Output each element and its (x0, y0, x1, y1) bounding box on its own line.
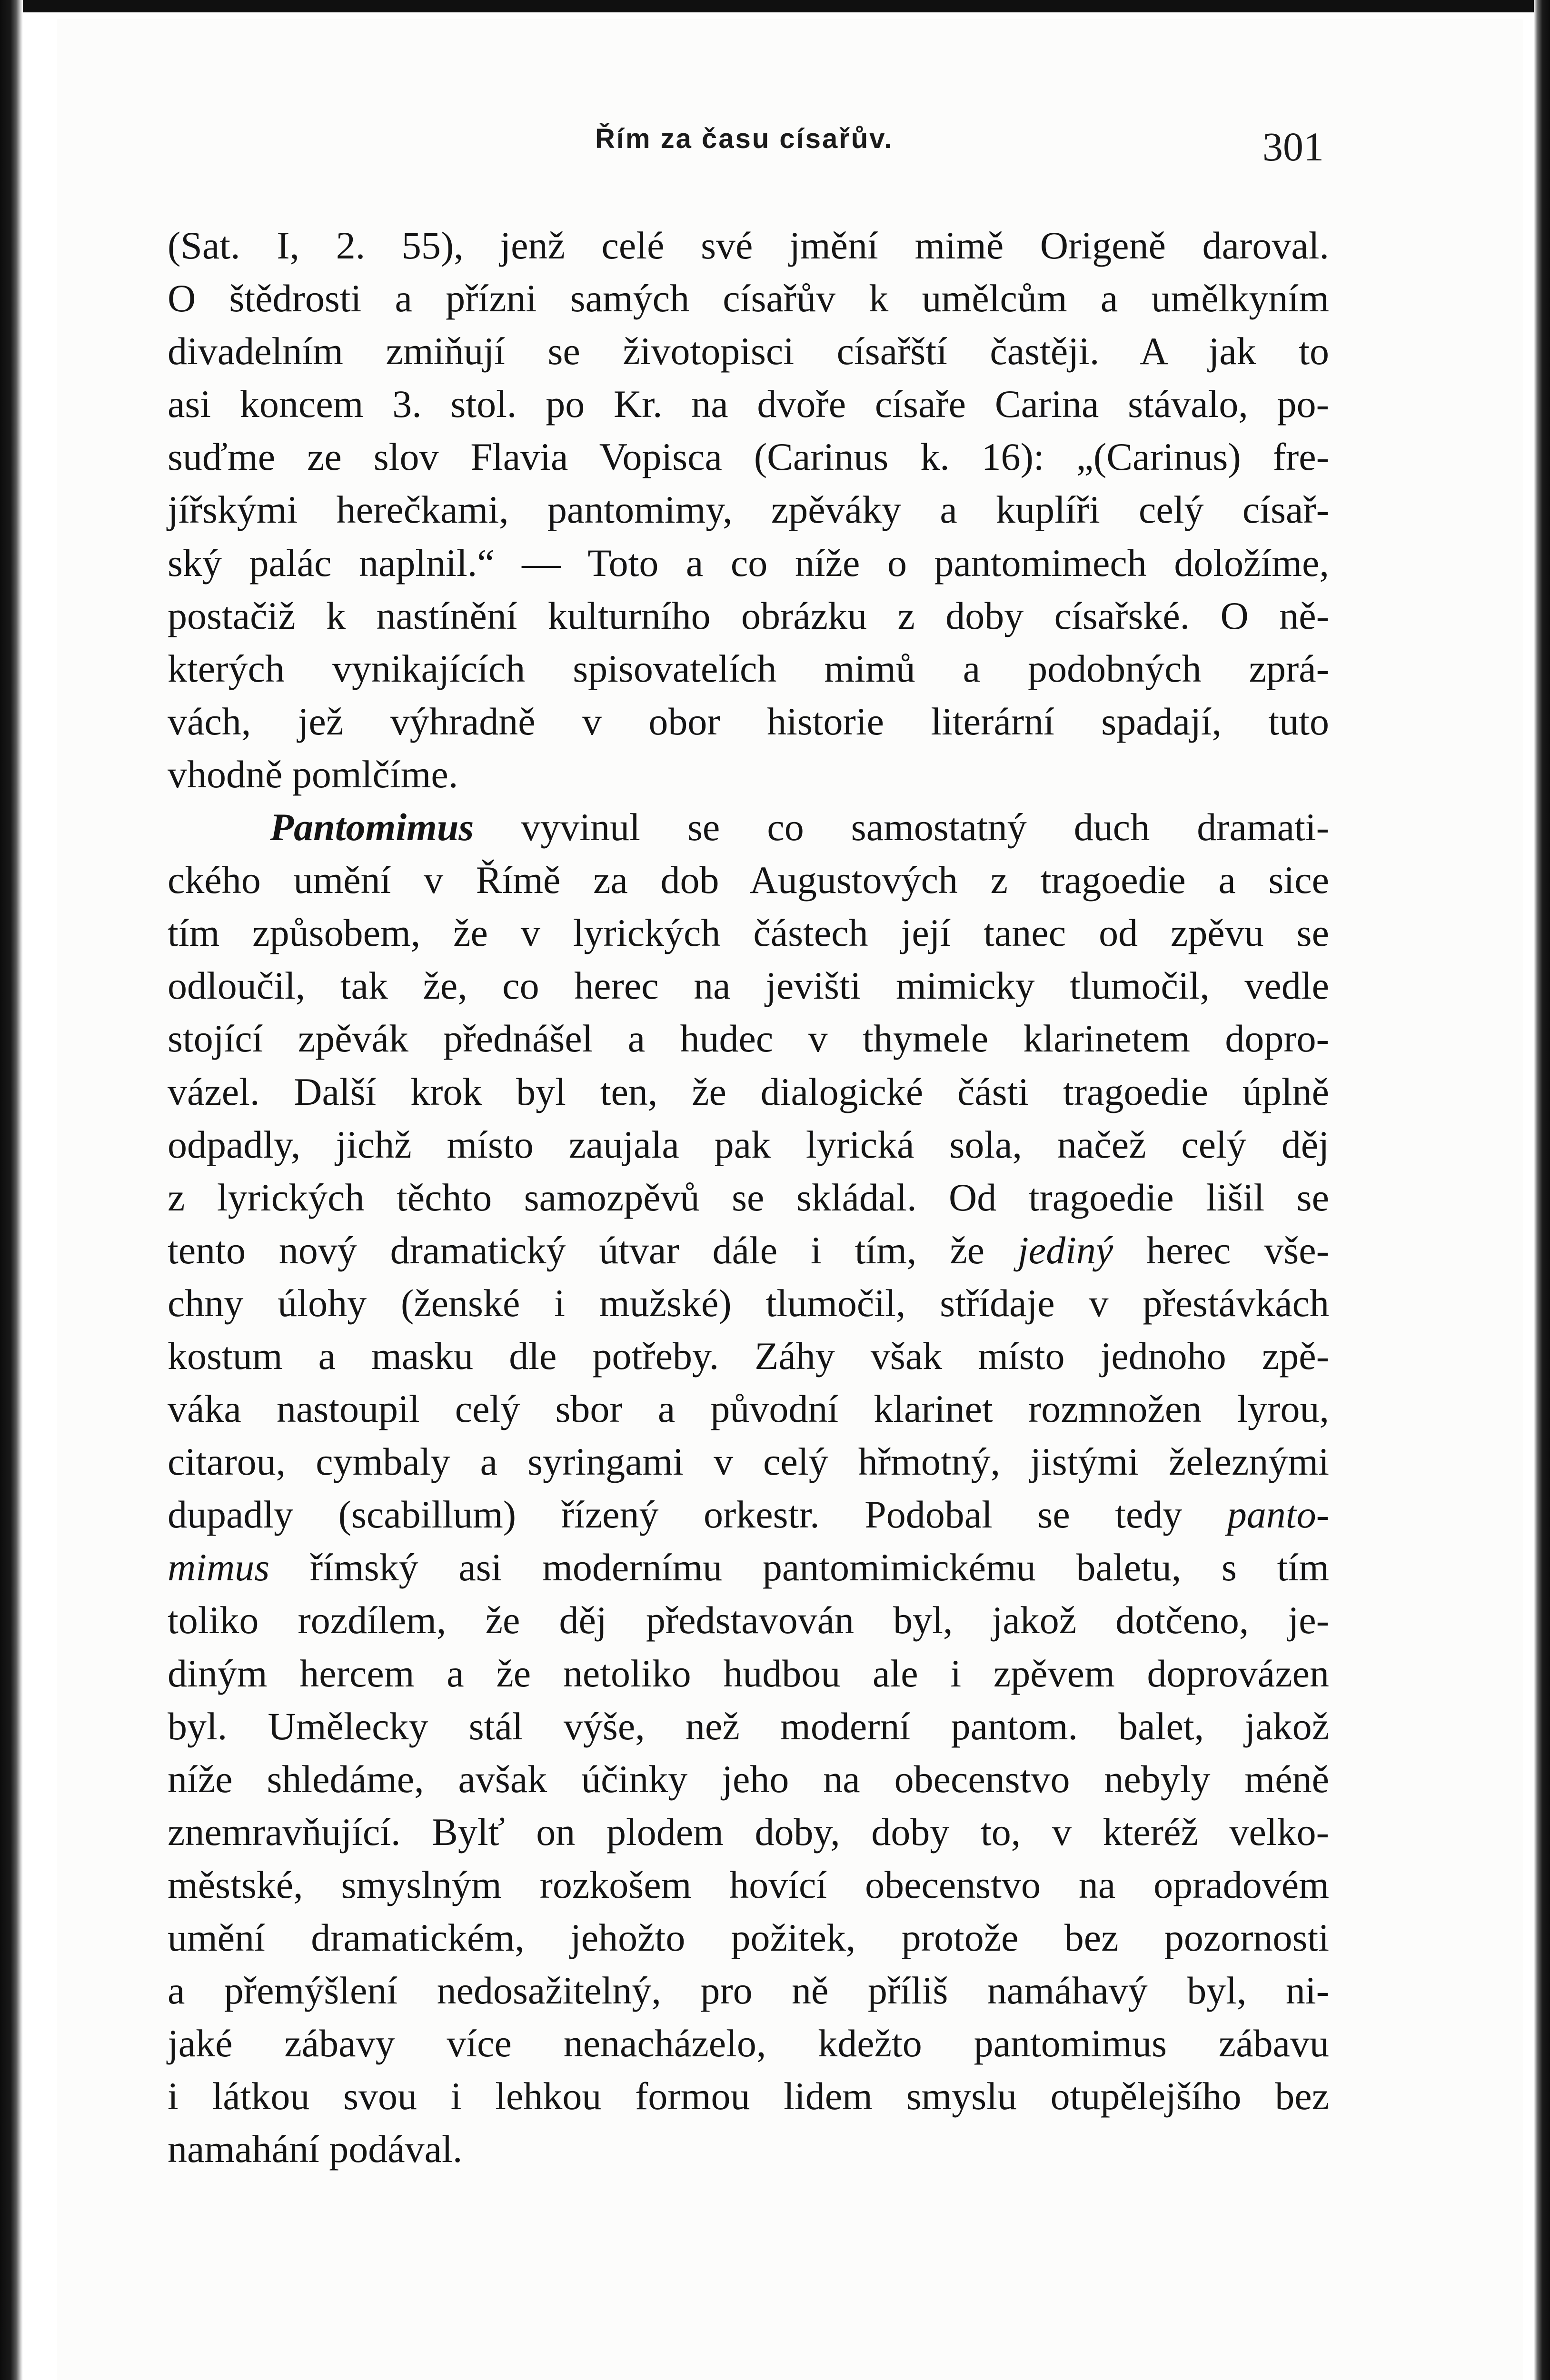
text-line: odloučil, tak že, co herec na jevišti mimicky tlumočil, vedle (168, 964, 1329, 1008)
text-line: odpadly, jichž místo zaujala pak lyrická sola, načež celý děj (168, 1122, 1329, 1166)
emphasis-jediny: jediný (1017, 1228, 1113, 1272)
text-line: byl. Umělecky stál výše, než moderní pantom. balet, jakož (168, 1704, 1329, 1748)
paragraph-1 (168, 219, 1329, 801)
text-line: stojící zpěvák přednášel a hudec v thymele klarinetem dopro- (168, 1017, 1329, 1061)
text-line (168, 801, 1329, 853)
text-line: vázel. Další krok byl ten, že dialogické části tragoedie úplně (168, 1070, 1329, 1113)
text-line: níže shledáme, avšak účinky jeho na obecenstvo nebyly méně (168, 1757, 1329, 1801)
text-line: vhodně pomlčíme. (168, 752, 458, 796)
text-line: umění dramatickém, jehožto požitek, protože bez pozornosti (168, 1916, 1329, 1959)
text-line: namahání podával. (168, 2127, 463, 2171)
text-line: vách, jež výhradně v obor historie literární spadají, tuto (168, 699, 1329, 743)
text-line: městské, smyslným rozkošem hovící obecenstvo na opradovém (168, 1863, 1329, 1906)
body-text (168, 219, 1329, 2175)
text-line: O štědrosti a přízni samých císařův k umělcům a umělkyním (168, 277, 1329, 320)
text-span: římský asi modernímu pantomimickému baletu, s tím (269, 1546, 1329, 1589)
text-line: i látkou svou i lehkou formou lidem smyslu otupělejšího bez (168, 2074, 1329, 2118)
scan-border-right (1534, 0, 1550, 2380)
text-line: znemravňující. Bylť on plodem doby, doby to, v kteréž velko- (168, 1810, 1329, 1854)
text-line: kterých vynikajících spisovatelích mimů a podobných zprá- (168, 646, 1329, 690)
running-title: Řím za času císařův. (595, 123, 894, 154)
text-line (168, 1488, 1329, 1541)
text-line: toliko rozdílem, že děj představován byl, jakož dotčeno, je- (168, 1598, 1329, 1642)
page-number: 301 (1262, 124, 1324, 169)
text-line: z lyrických těchto samozpěvů se skládal. Od tragoedie lišil se (168, 1175, 1329, 1219)
paragraph-2 (168, 801, 1329, 2175)
text-line: a přemýšlení nedosažitelný, pro ně příliš namáhavý byl, ni- (168, 1969, 1329, 2013)
text-line: chny úlohy (ženské i mužské) tlumočil, střídaje v přestávkách (168, 1281, 1329, 1325)
text-line: diným hercem a že netoliko hudbou ale i zpěvem doprovázen (168, 1651, 1329, 1695)
text-span: herec vše- (1113, 1228, 1330, 1272)
text-line: váka nastoupil celý sbor a původní klarinet rozmnožen lyrou, (168, 1387, 1329, 1431)
text-line (168, 1224, 1329, 1277)
text-span: vyvinul se co samostatný duch dramati- (474, 805, 1329, 849)
text-line: kostum a masku dle potřeby. Záhy však místo jednoho zpě- (168, 1334, 1329, 1378)
text-line: ckého umění v Římě za dob Augustových z tragoedie a sice (168, 858, 1329, 902)
emphasis-pantomimus: mimus (168, 1546, 270, 1589)
text-line (168, 1541, 1329, 1594)
text-line: (Sat. I, 2. 55), jenž celé své jmění mimě Origeně daroval. (168, 224, 1329, 267)
text-line: divadelním zmiňují se životopisci císařští častěji. A jak to (168, 329, 1329, 373)
text-line: postačiž k nastínění kulturního obrázku z doby císařské. O ně- (168, 594, 1329, 637)
text-span: tento nový dramatický útvar dále i tím, že (168, 1228, 1018, 1272)
text-line: suďme ze slov Flavia Vopisca (Carinus k. 16): „(Carinus) fre- (168, 435, 1329, 479)
text-line: asi koncem 3. stol. po Kr. na dvoře císaře Carina stávalo, po- (168, 382, 1329, 426)
text-span: dupadly (scabillum) řízený orkestr. Podobal se tedy (168, 1493, 1227, 1537)
text-line: jířskými herečkami, pantomimy, zpěváky a kuplíři celý císař- (168, 488, 1329, 532)
text-line: ský palác naplnil.“ — Toto a co níže o pantomimech doložíme, (168, 541, 1329, 585)
scan-border-top (0, 0, 1550, 12)
text-line: tím způsobem, že v lyrických částech její tanec od zpěvu se (168, 911, 1329, 955)
term-pantomimus: Pantomimus (270, 805, 474, 849)
emphasis-pantomimus: panto- (1227, 1493, 1329, 1537)
text-line: citarou, cymbaly a syringami v celý hřmotný, jistými železnými (168, 1440, 1329, 1484)
scan-border-left (0, 0, 23, 2380)
text-line: jaké zábavy více nenacházelo, kdežto pantomimus zábavu (168, 2022, 1329, 2065)
